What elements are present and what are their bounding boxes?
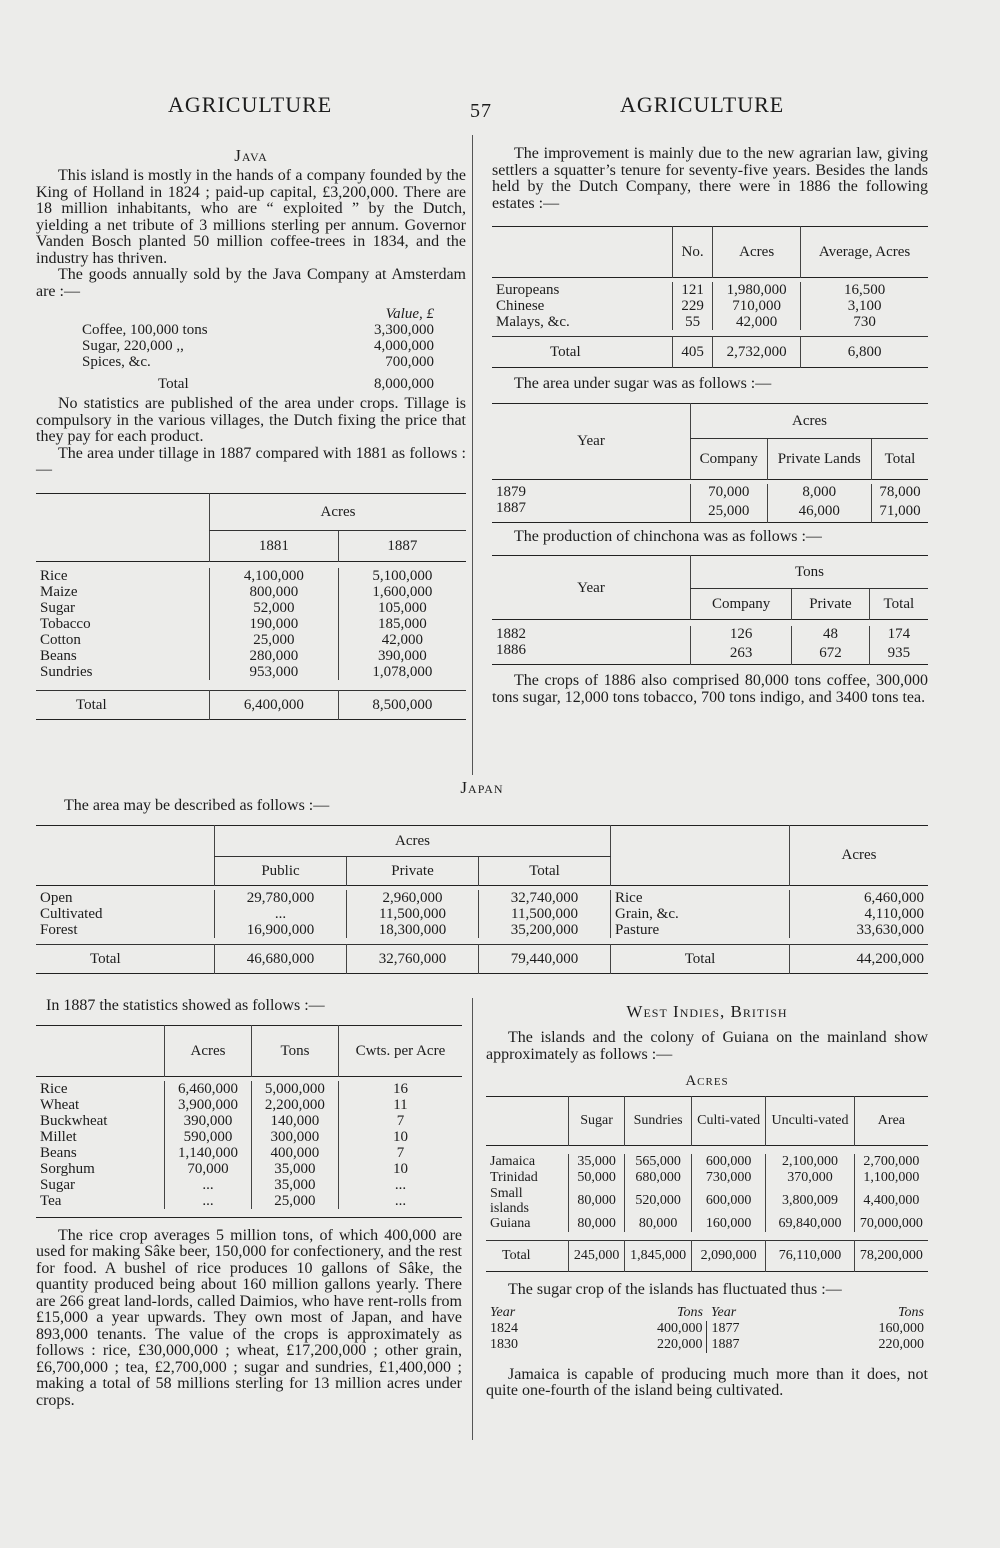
wi-sundries-header: Sundries [625,1097,692,1146]
crop-year-header-2: Year [710,1304,737,1320]
crop-tons-header-1: Tons [677,1304,703,1320]
stats-cwts-header: Cwts. per Acre [338,1025,462,1076]
tillage-1881-header: 1881 [210,530,339,561]
table-row: Small islands 80,000 520,000 600,000 3,800,009 4,400,000 [486,1186,928,1216]
goods-value-header: Value, £ [385,306,434,322]
table-row: Trinidad 50,000 680,000 730,000 370,000 1,100,000 [486,1170,928,1186]
west-indies-paragraph-3: Jamaica is capable of producing much more than it does, not quite one-fourth of the island being cultivated. [486,1365,928,1399]
area-public-header: Public [215,856,347,885]
table-row: Tobacco 190,000 185,000 [36,616,466,632]
table-row: Sorghum 70,000 35,000 10 [36,1161,462,1177]
japan-paragraph-2: In 1887 the statistics showed as follows :— [46,997,325,1014]
sugar-crop-table [486,1305,928,1353]
west-indies-section [486,1002,928,1400]
table-row: 1879 70,000 8,000 78,000 [492,484,928,500]
wi-uncultivated-header: Unculti-vated [766,1097,855,1146]
running-header-right: AGRICULTURE [620,92,785,117]
japan-paragraph-1: The area may be described as follows :— [64,797,330,814]
table-row: Sugar ... 35,000 ... [36,1177,462,1193]
table-row: Forest 16,900,000 18,300,000 35,200,000 Pasture 33,630,000 [36,922,928,938]
table-row: Chinese 229 710,000 3,100 [492,298,928,314]
table-row: 1886 263 672 935 [492,642,928,665]
stats-acres-header: Acres [165,1025,252,1076]
crop-tons-header-2: Tons [898,1304,924,1320]
table-row: Tea ... 25,000 ... [36,1193,462,1209]
japan-paragraph-3: The rice crop averages 5 million tons, of which 400,000 are used for making Sâke beer, 150,000 for confectionery, and the rest for food. A bushel of rice produces 10 gallons of Sâke, the quantity produced being about 160 million gallons yearly. There are 266 great land-lords, called Daimios, who have rent-rolls from £15,000 a year upwards. They own most of Japan, and have 893,000 tenants. The value of the crops is approximately as follows : rice, £30,000,000 ; wheat, £17,200,000 ; other grain, £6,700,000 ; tea, £2,700,000 ; sugar and sundries, £1,400,000 ; making a total of 58 millions sterling for 13 million acres under crops. [36,1226,462,1409]
table-row: Total 245,000 1,845,000 2,090,000 76,110,000 78,200,000 [486,1241,928,1272]
wi-area-header: Area [854,1097,928,1146]
table-row: Wheat 3,900,000 2,200,000 11 [36,1097,462,1113]
japan-left-column [36,998,462,1409]
java-paragraph-7: The production of chinchona was as follows :— [514,527,822,545]
java-goods-table [78,306,438,392]
page-number: 57 [470,100,492,122]
java-paragraph-4: The area under tillage in 1887 compared with 1881 as follows :— [36,444,466,478]
chinchona-private-header: Private [792,589,869,620]
java-paragraph-3: No statistics are published of the area under crops. Tillage is compulsory in the various villages, the Dutch fixing the price that they pay for each product. [36,395,466,445]
table-row: Sugar, 220,000 ,, 4,000,000 [82,338,434,354]
table-row: Buckwheat 390,000 140,000 7 [36,1113,462,1129]
estates-acres-header: Acres [713,227,801,278]
stats-tons-header: Tons [251,1025,338,1076]
table-row: Sugar 52,000 105,000 [36,600,466,616]
sugar-acres-header: Acres [691,403,929,438]
area-private-header: Private [347,856,479,885]
table-row: Cultivated ... 11,500,000 11,500,000 Grain, &c. 4,110,000 [36,906,928,922]
chinchona-total-header: Total [869,589,928,620]
table-row: Total 6,400,000 8,500,000 [36,690,466,719]
area-total-header: Total [479,856,611,885]
crop-year-header-1: Year [490,1304,516,1320]
wi-cultivated-header: Culti-vated [692,1097,766,1146]
sugar-private-header: Private Lands [767,438,871,479]
sugar-total-header: Total [871,438,928,479]
japan-area-table [36,825,928,974]
java-paragraph-2: The goods annually sold by the Java Company at Amsterdam are :— [36,266,466,300]
table-row: 1882 126 48 174 [492,626,928,642]
table-row: 1830 220,000 1887 220,000 [490,1336,924,1352]
area-acres-header: Acres [215,825,611,856]
table-row: Coffee, 100,000 tons 3,300,000 [82,322,434,338]
chinchona-tons-header: Tons [691,556,929,589]
estates-no-header: No. [673,227,713,278]
table-row: Guiana 80,000 80,000 160,000 69,840,000 70,000,000 [486,1216,928,1232]
table-row: Total 46,680,000 32,760,000 79,440,000 Total 44,200,000 [36,944,928,973]
java-paragraph-6: The area under sugar was as follows :— [514,375,772,392]
table-row: Beans 280,000 390,000 [36,648,466,664]
chinchona-company-header: Company [691,589,792,620]
table-row: Cotton 25,000 42,000 [36,632,466,648]
chinchona-year-header: Year [577,579,605,596]
west-indies-table [486,1096,928,1272]
table-row: Beans 1,140,000 400,000 7 [36,1145,462,1161]
japan-section [36,778,928,974]
java-heading: Java [234,146,268,165]
table-row: Millet 590,000 300,000 10 [36,1129,462,1145]
java-tillage-table [36,493,466,720]
table-row: Jamaica 35,000 565,000 600,000 2,100,000 2,700,000 [486,1154,928,1170]
column-divider-bottom [472,998,473,1440]
area-crop-acres-header: Acres [790,825,929,885]
tillage-acres-header: Acres [210,493,467,530]
west-indies-paragraph-2: The sugar crop of the islands has fluctuated thus :— [508,1281,842,1298]
sugar-company-header: Company [691,438,768,479]
table-row: Rice 4,100,000 5,100,000 [36,568,466,584]
java-chinchona-table [492,555,928,665]
table-row: Spices, &c. 700,000 [82,354,434,370]
table-row: Europeans 121 1,980,000 16,500 [492,282,928,298]
table-row: Total 405 2,732,000 6,800 [492,337,928,368]
java-right-column [492,146,928,706]
sugar-year-header: Year [577,433,605,449]
table-row: Malays, &c. 55 42,000 730 [492,314,928,330]
west-indies-table-title: Acres [685,1073,729,1089]
japan-heading: Japan [460,778,504,797]
table-row: 1824 400,000 1877 160,000 [490,1320,924,1336]
column-divider-top [472,135,473,775]
java-left-column [36,146,466,720]
table-row: 1887 25,000 46,000 71,000 [492,500,928,523]
java-paragraph-5: The improvement is mainly due to the new agrarian law, giving settlers a squatter’s tenure for seventy-five years. Besides the lands held by the Dutch Company, there were in 1886 the following estates :— [492,145,928,212]
wi-sugar-header: Sugar [569,1097,625,1146]
running-header-left: AGRICULTURE [168,92,333,117]
table-row: Open 29,780,000 2,960,000 32,740,000 Rice 6,460,000 [36,890,928,906]
java-estates-table [492,226,928,368]
java-paragraph-8: The crops of 1886 also comprised 80,000 tons coffee, 300,000 tons sugar, 12,000 tons tobacco, 700 tons indigo, and 3400 tons tea. [492,672,928,706]
table-row: Total 8,000,000 [158,376,434,392]
estates-average-header: Average, Acres [801,227,928,278]
west-indies-paragraph-1: The islands and the colony of Guiana on the mainland show approximately as follows :— [486,1029,928,1063]
java-paragraph-1: This island is mostly in the hands of a company founded by the King of Holland in 1824 ; paid-up capital, £3,200,000. There are 18 million inhabitants, who are “ exploited ” by the Dutch, yielding a net tribute of 3 millions sterling per annum. Governor Vanden Bosch planted 50 million coffee-trees in 1834, and the industry has thriven. [36,167,466,267]
table-row: Rice 6,460,000 5,000,000 16 [36,1081,462,1097]
west-indies-heading: West Indies, British [626,1002,788,1021]
java-sugar-table [492,403,928,523]
japan-stats-table [36,1025,462,1218]
table-row: Maize 800,000 1,600,000 [36,584,466,600]
table-row: Sundries 953,000 1,078,000 [36,664,466,680]
tillage-1887-header: 1887 [338,530,466,561]
